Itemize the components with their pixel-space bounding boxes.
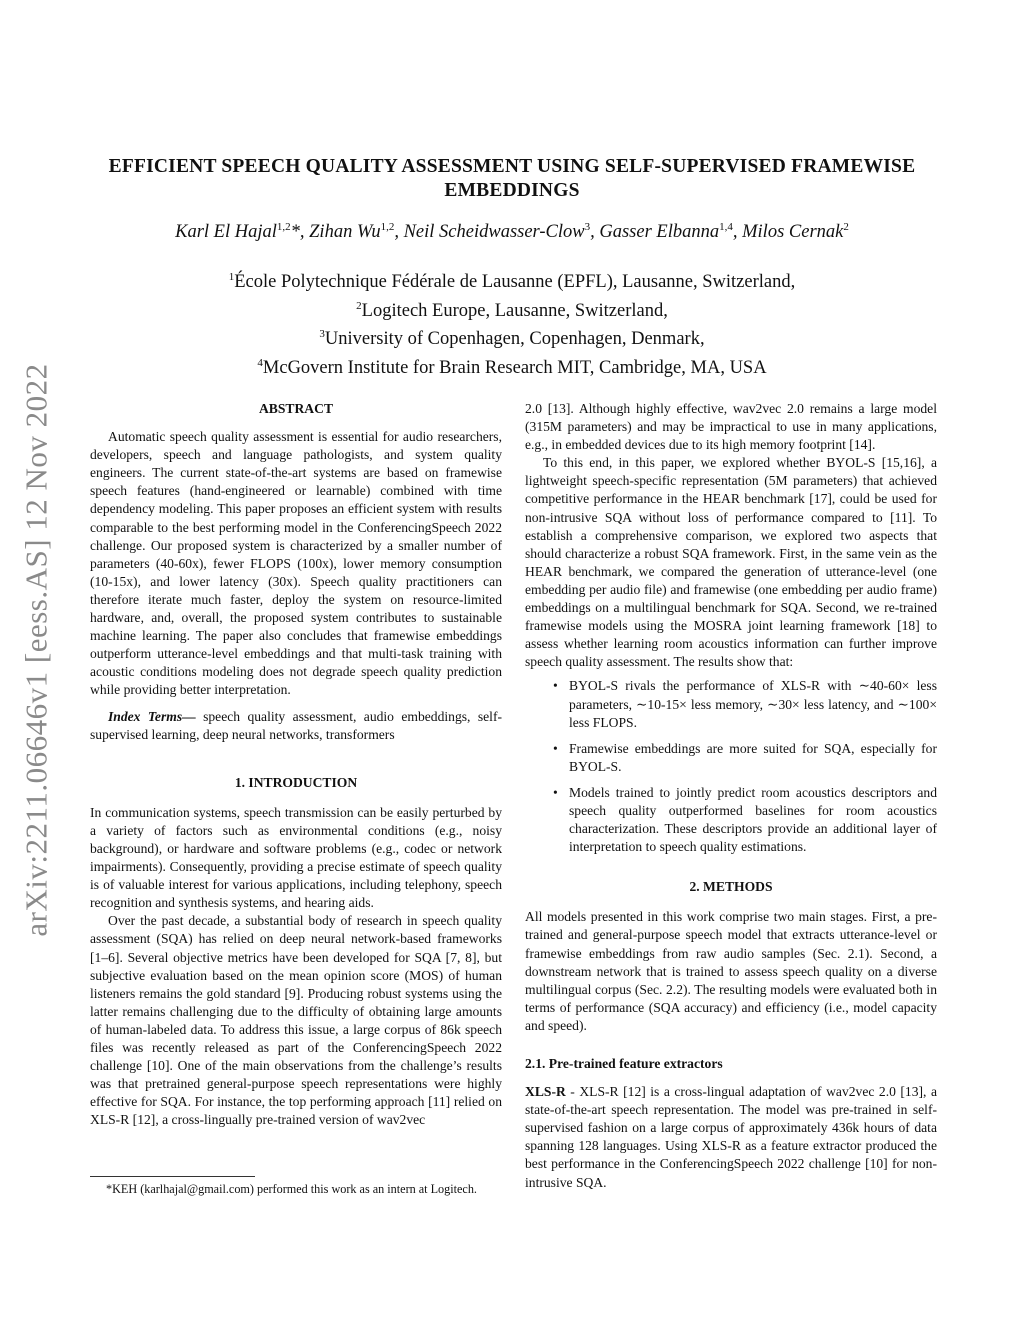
xlsr-label: XLS-R	[525, 1084, 566, 1100]
arxiv-stamp-text: arXiv:2211.06646v1 [eess.AS] 12 Nov 2022	[19, 363, 55, 937]
affiliation: $^3$University of Copenhagen, Copenhagen, Denmark,	[319, 328, 705, 349]
findings-list	[525, 677, 937, 856]
affiliation-list	[100, 266, 924, 380]
list-item: • BYOL-S rivals the performance of XLS-R with ∼40-60× less parameters, ∼10-15× less memory, ∼30× less latency, and ∼100× less FLOPS.	[569, 677, 937, 731]
xlsr-text: - XLS-R [12] is a cross-lingual adaptation of wav2vec 2.0 [13], a state-of-the-art speech representation. The model was pre-trained in self-supervised fashion on a large corpus of approximately 436k hours of data spanning 128 languages. Using XLS-R as a feature extractor produced the best performance in the ConferencingSpeech 2022 challenge [10] for non-intrusive SQA.	[525, 1084, 937, 1190]
footnote-divider	[90, 1176, 255, 1177]
paper-title	[100, 155, 924, 203]
intro-paragraph-2-continued: 2.0 [13]. Although highly effective, wav2vec 2.0 remains a large model (315M parameters) and may be impractical to use in many applications, e.g., in embedded devices due to its high memory footprint [14].	[525, 401, 937, 453]
methods-heading: 2. METHODS	[689, 879, 773, 895]
footnote: *KEH (karlhajal@gmail.com) performed this work as an intern at Logitech.	[106, 1182, 477, 1196]
abstract-heading: ABSTRACT	[258, 401, 334, 416]
title-line-2: EMBEDDINGS	[444, 180, 580, 201]
index-terms-text: speech quality assessment, audio embeddings, self-supervised learning, deep neural networks, transformers	[90, 708, 502, 742]
subsection-heading: 2.1. Pre-trained feature extractors	[525, 1056, 723, 1071]
title-line-1: EFFICIENT SPEECH QUALITY ASSESSMENT USING SELF-SUPERVISED FRAMEWISE	[108, 156, 916, 177]
author: Neil Scheidwasser-Clow$^3$,	[403, 221, 600, 242]
author: Milos Cernak$^2$	[742, 221, 849, 242]
list-item: • Framewise embeddings are more suited for SQA, especially for BYOL-S.	[569, 740, 937, 776]
arxiv-stamp	[12, 340, 62, 960]
list-item: • Models trained to jointly predict room acoustics descriptors and speech quality outperformed baselines for room acoustics characterization. These descriptors provide an additional layer of interpretation to speech quality estimations.	[569, 784, 937, 856]
author: Gasser Elbanna$^{1,4}$,	[599, 221, 743, 242]
affiliation: $^2$Logitech Europe, Lausanne, Switzerland,	[356, 299, 668, 321]
left-column	[90, 400, 502, 1129]
affiliation: $^1$École Polytechnique Fédérale de Lausanne (EPFL), Lausanne, Switzerland,	[228, 271, 796, 292]
intro-paragraph-2: Over the past decade, a substantial body of research in speech quality assessment (SQA) has relied on deep neural network-based frameworks [1–6]. Several objective metrics have been developed for SQA [7, 8], but subjective evaluation based on the mean opinion score (MOS) of human listeners remains the gold standard [9]. Producing robust systems using the latter remains challenging due to the difficulty of obtaining large amounts of human-labeled data. To address this issue, a large corpus of 86k speech files was recently released as part of the ConferencingSpeech 2022 challenge [10]. One of the main observations from the challenge’s results was that pretrained general-purpose speech representations were highly effective for SQA. For instance, the top performing approach [11] relied on XLS-R [12], a cross-lingually pre-trained version of wav2vec	[90, 913, 502, 1128]
affiliation: $^4$McGovern Institute for Brain Research MIT, Cambridge, MA, USA	[257, 356, 767, 378]
author: Zihan Wu$^{1,2}$,	[309, 221, 404, 242]
xlsr-paragraph	[525, 1083, 937, 1192]
right-column	[525, 400, 937, 1192]
abstract-body: Automatic speech quality assessment is essential for audio researchers, developers, speech and language pathologists, and system quality engineers. The current state-of-the-art systems are based on framewise speech features (hand-engineered or learnable) combined with time dependency modeling. This paper proposes an efficient system with results comparable to the best performing model in the ConferencingSpeech 2022 challenge. Our proposed system is characterized by a smaller number of parameters (40-60x), fewer FLOPS (100x), lower memory consumption (10-15x), and lower latency (30x). Speech quality practitioners can therefore iterate much faster, deploy the system on resource-limited hardware, and, overall, the proposed system contributes to sustainable machine learning. The paper also concludes that framewise embeddings outperform utterance-level embeddings and that multi-task training with acoustic conditions modeling does not degrade speech quality prediction while providing better interpretation.	[90, 429, 502, 698]
intro-paragraph-1: In communication systems, speech transmission can be easily perturbed by a variety of factors such as environmental conditions (e.g., noisy background), or hardware and software problems (e.g., codec or network impairments). Consequently, providing a precise estimate of speech quality is of valuable interest for various applications, including telephony, speech recognition and synthesis systems, and hearing aids.	[90, 804, 502, 911]
author: Karl El Hajal$^{1,2}$*,	[175, 221, 310, 242]
index-terms	[90, 708, 502, 744]
author-list	[80, 221, 944, 243]
intro-paragraph-3: To this end, in this paper, we explored whether BYOL-S [15,16], a lightweight speech-specific representation (5M parameters) that achieved competitive performance in the HEAR benchmark [17], could be used for non-intrusive SQA without loss of performance compared to [11]. To establish a comprehensive comparison, we explored two aspects that should characterize a robust SQA framework. First, in the same vein as the HEAR benchmark, we compared the generation of utterance-level (one embedding per audio file) and framewise (one embedding per audio frame) embeddings on a multilingual benchmark for SQA. Second, we re-trained framewise models using the MOSRA joint learning framework [18] to assess whether learning room acoustics information can further improve speech quality assessment. The results show that:	[525, 455, 937, 670]
introduction-heading: 1. INTRODUCTION	[234, 774, 358, 790]
index-terms-label: Index Terms—	[108, 708, 196, 724]
methods-paragraph-1: All models presented in this work comprise two main stages. First, a pre-trained and general-purpose speech model that extracts utterance-level or framewise embeddings from raw audio samples (Sec. 2.1). Second, a downstream network that is trained to assess speech quality on a diverse multilingual corpus (Sec. 2.2). The resulting models were evaluated both in terms of performance (SQA accuracy) and efficiency (i.e., model capacity and speed).	[525, 909, 937, 1033]
